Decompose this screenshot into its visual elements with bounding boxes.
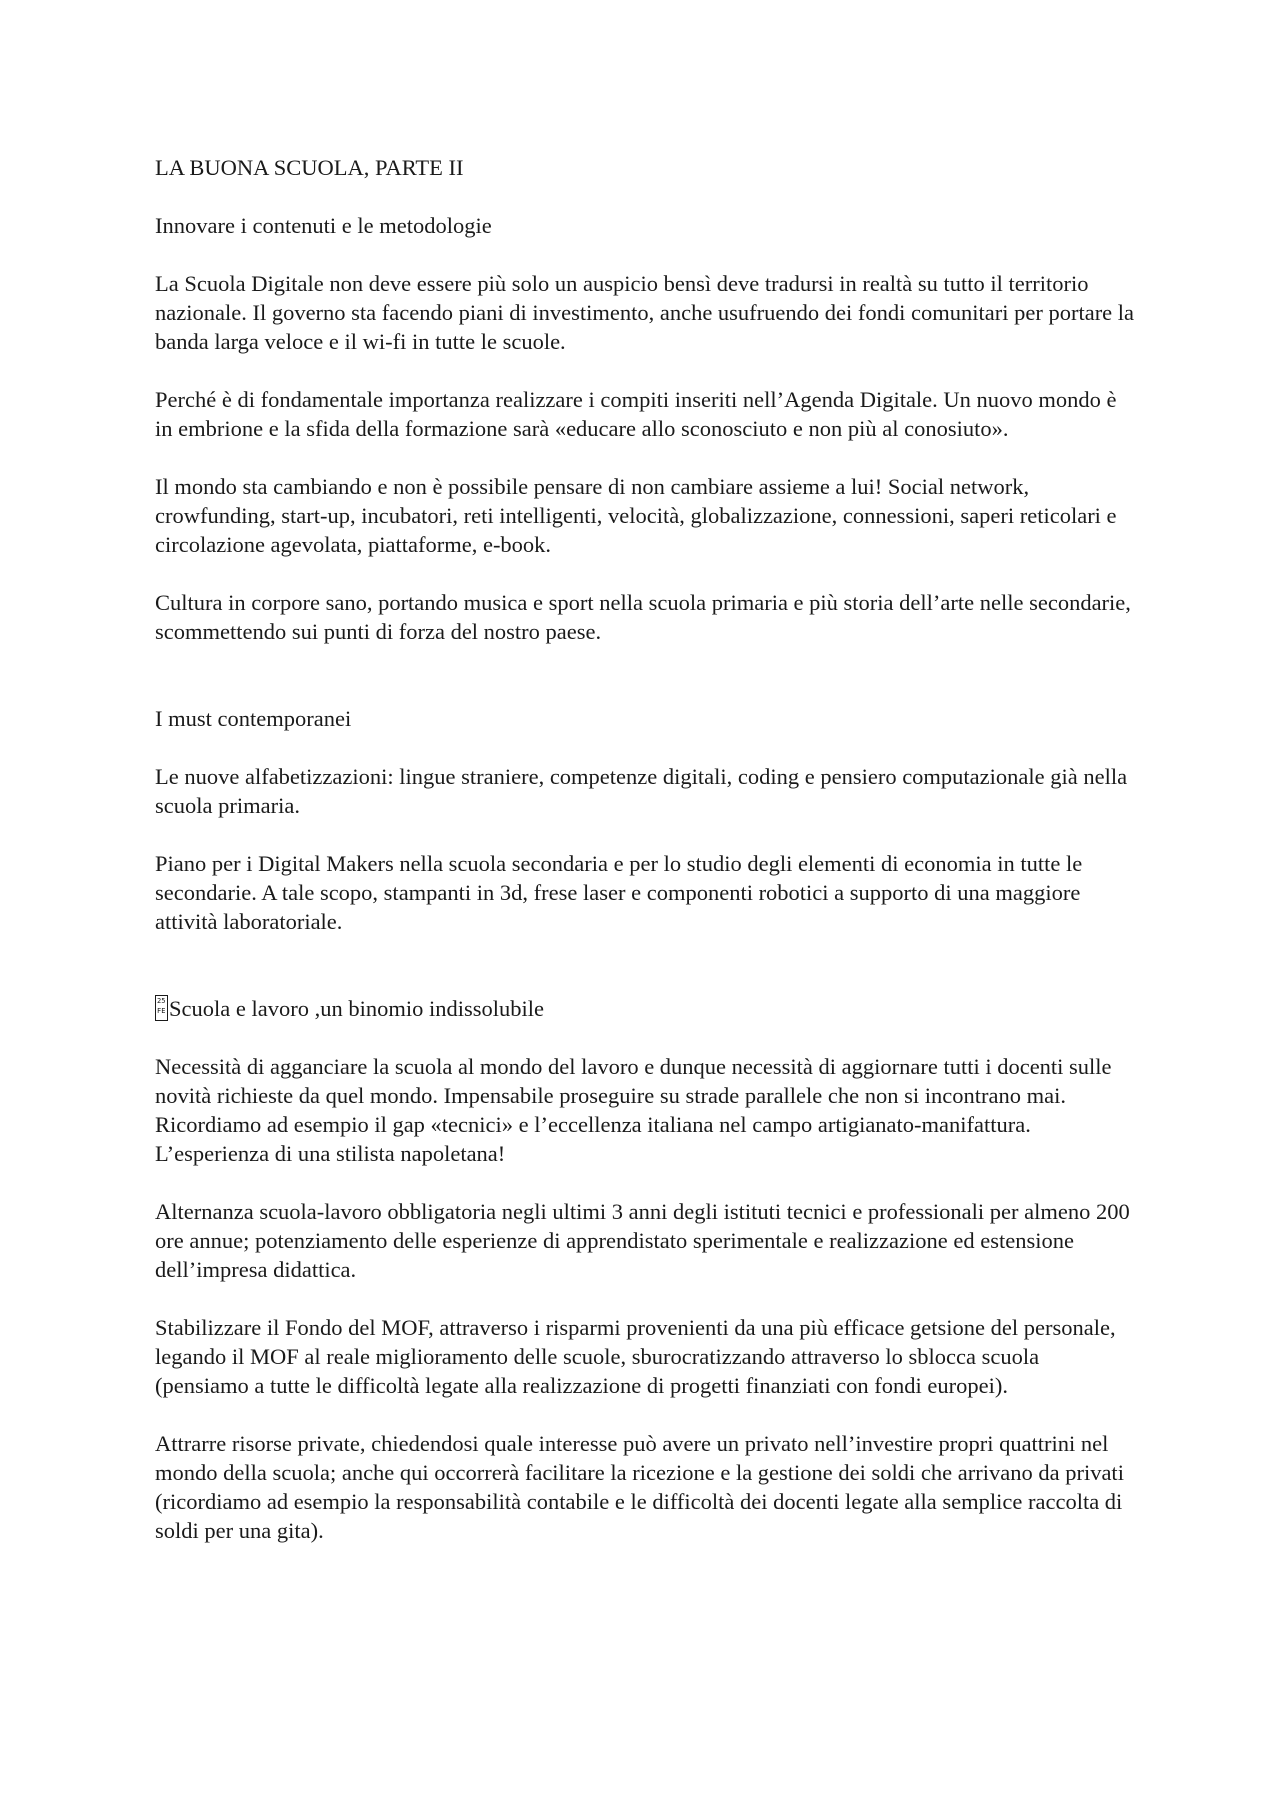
- paragraph-digital-makers: Piano per i Digital Makers nella scuola secondaria e per lo studio degli elementi di economia in tutte le secondarie. A tale scopo, stampanti in 3d, frese laser e componenti robotici a supporto di una maggiore attività laboratoriale.: [155, 851, 1083, 934]
- document-page: [155, 153, 1135, 1574]
- section-heading-innovare: Innovare i contenuti e le metodologie: [155, 213, 492, 238]
- paragraph-alternanza: Alternanza scuola-lavoro obbligatoria negli ultimi 3 anni degli istituti tecnici e professionali per almeno 200 ore annue; potenziamento delle esperienze di apprendistato sperimentale e realizzazione ed estensione dell’impresa didattica.: [155, 1199, 1130, 1282]
- paragraph-mondo-cambiando: Il mondo sta cambiando e non è possibile pensare di non cambiare assieme a lui! Social network, crowfunding, start-up, incubatori, reti intelligenti, velocità, globalizzazione, connessioni, saperi reticolari e circolazione agevolata, piattaforme, e-book.: [155, 474, 1117, 557]
- paragraph-mof: Stabilizzare il Fondo del MOF, attraverso i risparmi provenienti da una più efficace getsione del personale, legando il MOF al reale miglioramento delle scuole, sburocratizzando attraverso lo sblocca scuola (pensiamo a tutte le difficoltà legate alla realizzazione di progetti finanziati con fondi europei).: [155, 1315, 1116, 1398]
- paragraph-risorse-private: Attrarre risorse private, chiedendosi quale interesse può avere un privato nell’investire propri quattrini nel mondo della scuola; anche qui occorrerà facilitare la ricezione e la gestione dei soldi che arrivano da privati (ricordiamo ad esempio la responsabilità contabile e le difficoltà dei docenti legate alla semplice raccolta di soldi per una gita).: [155, 1431, 1124, 1543]
- paragraph-agganciare: Necessità di agganciare la scuola al mondo del lavoro e dunque necessità di aggiornare tutti i docenti sulle novità richieste da quel mondo. Impensabile proseguire su strade parallele che non si incontrano mai. Ricordiamo ad esempio il gap «tecnici» e l’eccellenza italiana nel campo artigianato-manifattura. L’esperienza di una stilista napoletana!: [155, 1054, 1112, 1166]
- paragraph-cultura: Cultura in corpore sano, portando musica e sport nella scuola primaria e più storia dell’arte nelle secondarie, scommettendo sui punti di forza del nostro paese.: [155, 590, 1131, 644]
- missing-glyph-icon: 25 FE: [155, 995, 168, 1021]
- paragraph-agenda-digitale: Perché è di fondamentale importanza realizzare i compiti inseriti nell’Agenda Digitale. Un nuovo mondo è in embrione e la sfida della formazione sarà «educare allo sconosciuto e non più al conosiuto».: [155, 387, 1117, 441]
- section-heading-must: I must contemporanei: [155, 706, 352, 731]
- paragraph-alfabetizzazioni: Le nuove alfabetizzazioni: lingue straniere, competenze digitali, coding e pensiero computazionale già nella scuola primaria.: [155, 764, 1128, 818]
- section-heading-scuola-lavoro: [155, 994, 1135, 1023]
- paragraph-scuola-digitale: La Scuola Digitale non deve essere più solo un auspicio bensì deve tradursi in realtà su tutto il territorio nazionale. Il governo sta facendo piani di investimento, anche usufruendo dei fondi comunitari per portare la banda larga veloce e il wi-fi in tutte le scuole.: [155, 271, 1135, 354]
- section-heading-text: Scuola e lavoro ,un binomio indissolubile: [169, 996, 544, 1021]
- document-title: LA BUONA SCUOLA, PARTE II: [155, 155, 464, 180]
